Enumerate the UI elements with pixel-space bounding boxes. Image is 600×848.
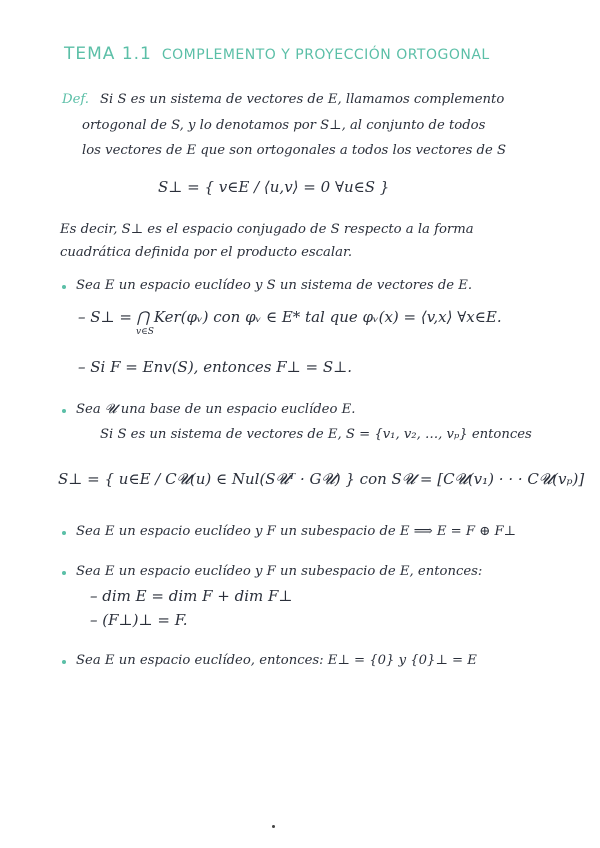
bullet1-item2: – Si F = Env(S), entonces F⊥ = S⊥. <box>78 358 352 376</box>
page-footer-dot <box>272 825 275 828</box>
bullet1-item1: – S⊥ = ⋂ Ker(φᵥ) con φᵥ ∈ E* tal que φᵥ(x) = ⟨v,x⟩ ∀x∈E. <box>78 308 502 326</box>
definition-label: Def. <box>62 92 89 107</box>
bullet-dot-4 <box>62 571 66 575</box>
bullet2-line1: Sea 𝓤 una base de un espacio euclídeo E. <box>76 402 356 417</box>
bullet1-item1-subscript: v∈S <box>136 327 154 337</box>
title-number: TEMA 1.1 <box>64 44 152 64</box>
definition-line-2: ortogonal de S, y lo denotamos por S⊥, al conjunto de todos <box>82 118 486 133</box>
bullet-dot-5 <box>62 660 66 664</box>
bullet2-line2: Si S es un sistema de vectores de E, S = {v₁, v₂, …, vₚ} entonces <box>100 427 532 442</box>
bullet2-formula: S⊥ = { u∈E / C𝓤(u) ∈ Nul(S𝓤ᵀ · G𝓤) } con S𝓤 = [C𝓤(v₁) · · · C𝓤(vₚ)] <box>58 470 585 488</box>
bullet3-text: Sea E un espacio euclídeo y F un subespacio de E ⟹ E = F ⊕ F⊥ <box>76 524 517 539</box>
definition-formula: S⊥ = { v∈E / ⟨u,v⟩ = 0 ∀u∈S } <box>158 178 390 196</box>
es-decir-line-1: Es decir, S⊥ es el espacio conjugado de S respecto a la forma <box>60 222 474 237</box>
bullet5-text: Sea E un espacio euclídeo, entonces: E⊥ = {0} y {0}⊥ = E <box>76 653 477 668</box>
bullet-dot-3 <box>62 531 66 535</box>
bullet1-text: Sea E un espacio euclídeo y S un sistema de vectores de E. <box>76 278 473 293</box>
title-text: COMPLEMENTO Y PROYECCIÓN ORTOGONAL <box>161 47 490 63</box>
bullet4-line1: Sea E un espacio euclídeo y F un subespacio de E, entonces: <box>76 564 483 579</box>
bullet-dot-2 <box>62 409 66 413</box>
definition-line-1: Si S es un sistema de vectores de E, llamamos complemento <box>100 92 505 107</box>
es-decir-line-2: cuadrática definida por el producto escalar. <box>60 245 353 260</box>
bullet4-item2: – (F⊥)⊥ = F. <box>90 611 188 629</box>
bullet-dot-1 <box>62 285 66 289</box>
definition-line-3: los vectores de E que son ortogonales a todos los vectores de S <box>82 143 507 158</box>
bullet4-item1: – dim E = dim F + dim F⊥ <box>90 587 293 605</box>
page-title <box>64 44 490 64</box>
